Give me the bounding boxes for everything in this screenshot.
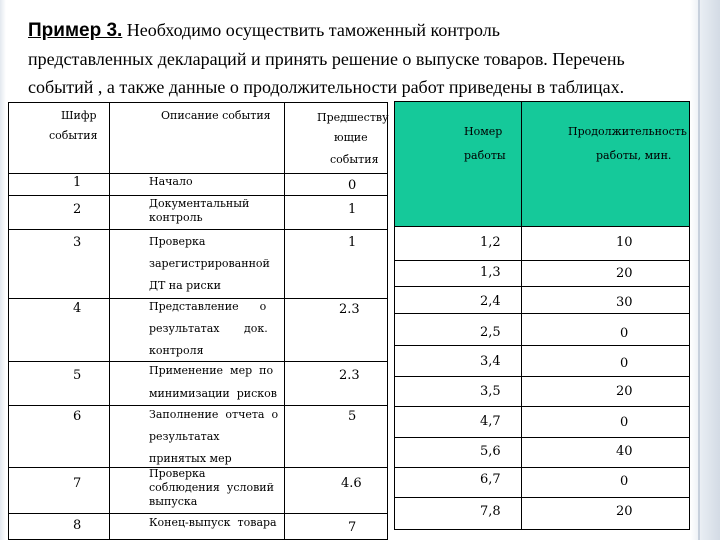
durations-table <box>394 101 690 530</box>
work-number: 3,5 <box>480 384 501 399</box>
heading-line-1 <box>28 16 698 45</box>
event-description: Начало <box>149 175 193 188</box>
event-code: 2 <box>73 202 82 217</box>
event-description: Проверка <box>149 235 206 248</box>
event-predecessors: 7 <box>348 520 357 535</box>
durations-header-duration: работы, мин. <box>596 149 672 162</box>
event-description: Заполнение отчета о <box>149 408 279 421</box>
event-code: 8 <box>73 518 82 533</box>
events-row-divider <box>9 513 387 514</box>
work-duration: 30 <box>616 295 633 310</box>
event-description: минимизации рисков <box>149 387 277 400</box>
events-header-description: Описание события <box>161 109 271 122</box>
work-number: 1,3 <box>480 265 501 280</box>
work-duration: 20 <box>616 266 633 281</box>
event-description: Проверка <box>149 467 206 480</box>
event-description: Применение мер по <box>149 364 274 377</box>
heading-line-3: событий , а также данные о продолжительности работ приведены в таблицах. <box>28 77 625 97</box>
event-description: принятых мер <box>149 452 232 465</box>
durations-header-duration: Продолжительность <box>568 125 687 138</box>
event-predecessors: 4.6 <box>341 476 362 491</box>
events-header-predecessors: Предшеству <box>317 111 389 124</box>
event-description: результатах док. <box>149 322 268 335</box>
event-description: соблюдения условий <box>149 481 274 494</box>
work-duration: 20 <box>616 504 633 519</box>
event-description: зарегистрированной <box>149 257 270 270</box>
durations-row-divider <box>394 345 690 346</box>
event-description: результатах <box>149 430 220 443</box>
durations-header <box>394 101 690 227</box>
event-predecessors: 5 <box>348 409 357 424</box>
events-col-divider <box>284 103 285 539</box>
event-predecessors: 2.3 <box>339 368 360 383</box>
events-col-divider <box>109 103 110 539</box>
events-header-predecessors: ющие <box>334 131 368 144</box>
event-code: 4 <box>73 301 82 316</box>
durations-row-divider <box>394 376 690 377</box>
durations-col-divider <box>521 101 522 530</box>
work-number: 3,4 <box>480 354 501 369</box>
event-code: 6 <box>73 409 82 424</box>
event-predecessors: 2.3 <box>339 302 360 317</box>
durations-col-divider <box>394 101 395 530</box>
work-number: 7,8 <box>480 504 501 519</box>
events-row-divider <box>9 229 387 230</box>
work-duration: 10 <box>616 235 633 250</box>
work-number: 1,2 <box>480 235 501 250</box>
example-label: Пример 3. <box>28 20 123 41</box>
event-description: Документальный <box>149 197 250 210</box>
event-description: Конец-выпуск товара <box>149 516 277 529</box>
heading-line-1-text: Необходимо осуществить таможенный контроль <box>122 20 500 40</box>
event-description: ДТ на риски <box>149 279 221 292</box>
work-number: 2,5 <box>480 325 501 340</box>
work-duration: 40 <box>616 444 633 459</box>
event-description: контроль <box>149 211 203 224</box>
work-number: 2,4 <box>480 294 501 309</box>
event-code: 3 <box>73 235 82 250</box>
event-code: 5 <box>73 368 82 383</box>
event-code: 1 <box>73 175 82 190</box>
events-table <box>8 102 388 540</box>
events-row-divider <box>9 195 387 196</box>
durations-row-divider <box>394 286 690 287</box>
heading-line-2: представленных деклараций и принять решение о выпуске товаров. Перечень <box>28 49 625 69</box>
durations-row-divider <box>394 260 690 261</box>
durations-col-divider <box>689 101 690 530</box>
durations-header-work: работы <box>464 149 506 162</box>
events-header-code: события <box>49 129 98 142</box>
durations-row-divider <box>394 406 690 407</box>
event-description: выпуска <box>149 495 198 508</box>
work-duration: 0 <box>620 356 629 371</box>
durations-row-divider <box>394 529 690 530</box>
durations-row-divider <box>394 497 690 498</box>
events-row-divider <box>9 173 387 174</box>
durations-header-work: Номер <box>464 125 503 138</box>
work-duration: 20 <box>616 384 633 399</box>
durations-row-divider <box>394 467 690 468</box>
event-code: 7 <box>73 476 82 491</box>
event-predecessors: 1 <box>348 202 357 217</box>
durations-row-divider <box>394 437 690 438</box>
work-duration: 0 <box>620 474 629 489</box>
events-header-predecessors: события <box>330 153 379 166</box>
events-row-divider <box>9 298 387 299</box>
slide-heading <box>28 16 698 101</box>
work-number: 6,7 <box>480 472 501 487</box>
left-edge-decoration <box>0 0 6 540</box>
event-description: контроля <box>149 344 204 357</box>
event-description: Представление о <box>149 300 267 313</box>
work-number: 4,7 <box>480 414 501 429</box>
event-predecessors: 1 <box>348 235 357 250</box>
work-duration: 0 <box>620 415 629 430</box>
events-row-divider <box>9 405 387 406</box>
work-number: 5,6 <box>480 444 501 459</box>
events-header-code: Шифр <box>61 109 97 122</box>
event-predecessors: 0 <box>348 178 357 193</box>
work-duration: 0 <box>620 326 629 341</box>
events-row-divider <box>9 361 387 362</box>
durations-row-divider <box>394 313 690 314</box>
